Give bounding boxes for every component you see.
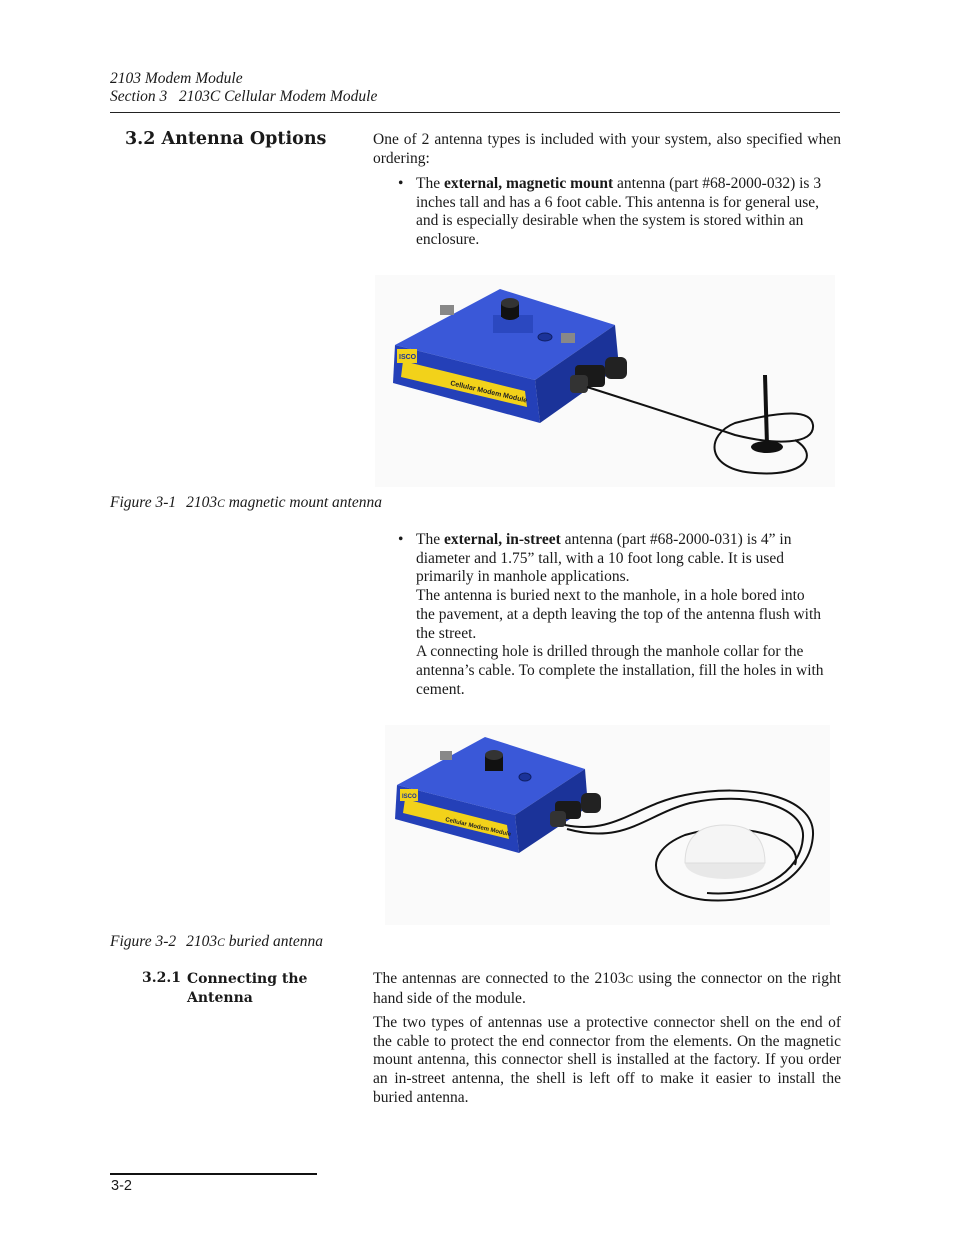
magnetic-mount-antenna-illustration [375, 275, 835, 487]
running-header-section: Section 3 2103C Cellular Modem Module [110, 88, 378, 105]
subsection-paragraph-2: The two types of antennas use a protective connector shell on the end of the cable to protect the end connector from the elements. On the magnetic mount antenna, this connector shell is installed at the factory. If you order an in-street antenna, the shell is left off to make it easier to install the buried antenna. [373, 1014, 841, 1106]
header-rule [110, 112, 840, 113]
figure-1-caption: Figure 3-1 2103C magnetic mount antenna [110, 494, 382, 511]
bullet-text: The external, in-street antenna (part #68-2000-031) is 4” in diameter and 1.75” tall, with a 10 foot long cable. It is used primarily in manhole applications. The antenna is buried next to the manhole, in a hole bored into the pavement, at a depth leaving the top of the antenna flush with the street. A connecting hole is drilled through the manhole collar for the antenna’s cable. To complete the installation, fill the holes in with cement. [416, 531, 824, 698]
footer-rule [110, 1173, 317, 1175]
bullet-text: The external, magnetic mount antenna (part #68-2000-032) is 3 inches tall and has a 6 foot cable. This antenna is for general use, and is especially desirable when the system is stored within an enclosure. [416, 175, 822, 249]
subsection-number: 3.2.1 [142, 970, 181, 986]
module-label-text: Cellular Modem Module [444, 817, 512, 839]
section-heading: 3.2 Antenna Options [125, 129, 327, 149]
figure-2-photo [385, 725, 830, 925]
figure-1-photo [375, 275, 835, 487]
intro-paragraph: One of 2 antenna types is included with your system, also specified when ordering: [373, 131, 841, 167]
figure-2-caption: Figure 3-2 2103C buried antenna [110, 933, 323, 950]
running-header-title: 2103 Modem Module [110, 70, 243, 87]
svg-text:ISCO: ISCO [399, 354, 417, 361]
bullet-dot: • [398, 175, 404, 192]
subsection-paragraph-1: The antennas are connected to the 2103C using the connector on the right hand side of the module. [373, 970, 841, 1007]
svg-text:ISCO: ISCO [402, 794, 417, 800]
page-number: 3-2 [111, 1178, 132, 1194]
subsection-title: Connecting the Antenna [187, 971, 308, 1006]
buried-antenna-illustration [385, 725, 830, 925]
bullet-dot: • [398, 531, 404, 548]
module-label-text: Cellular Modem Module [449, 380, 528, 405]
